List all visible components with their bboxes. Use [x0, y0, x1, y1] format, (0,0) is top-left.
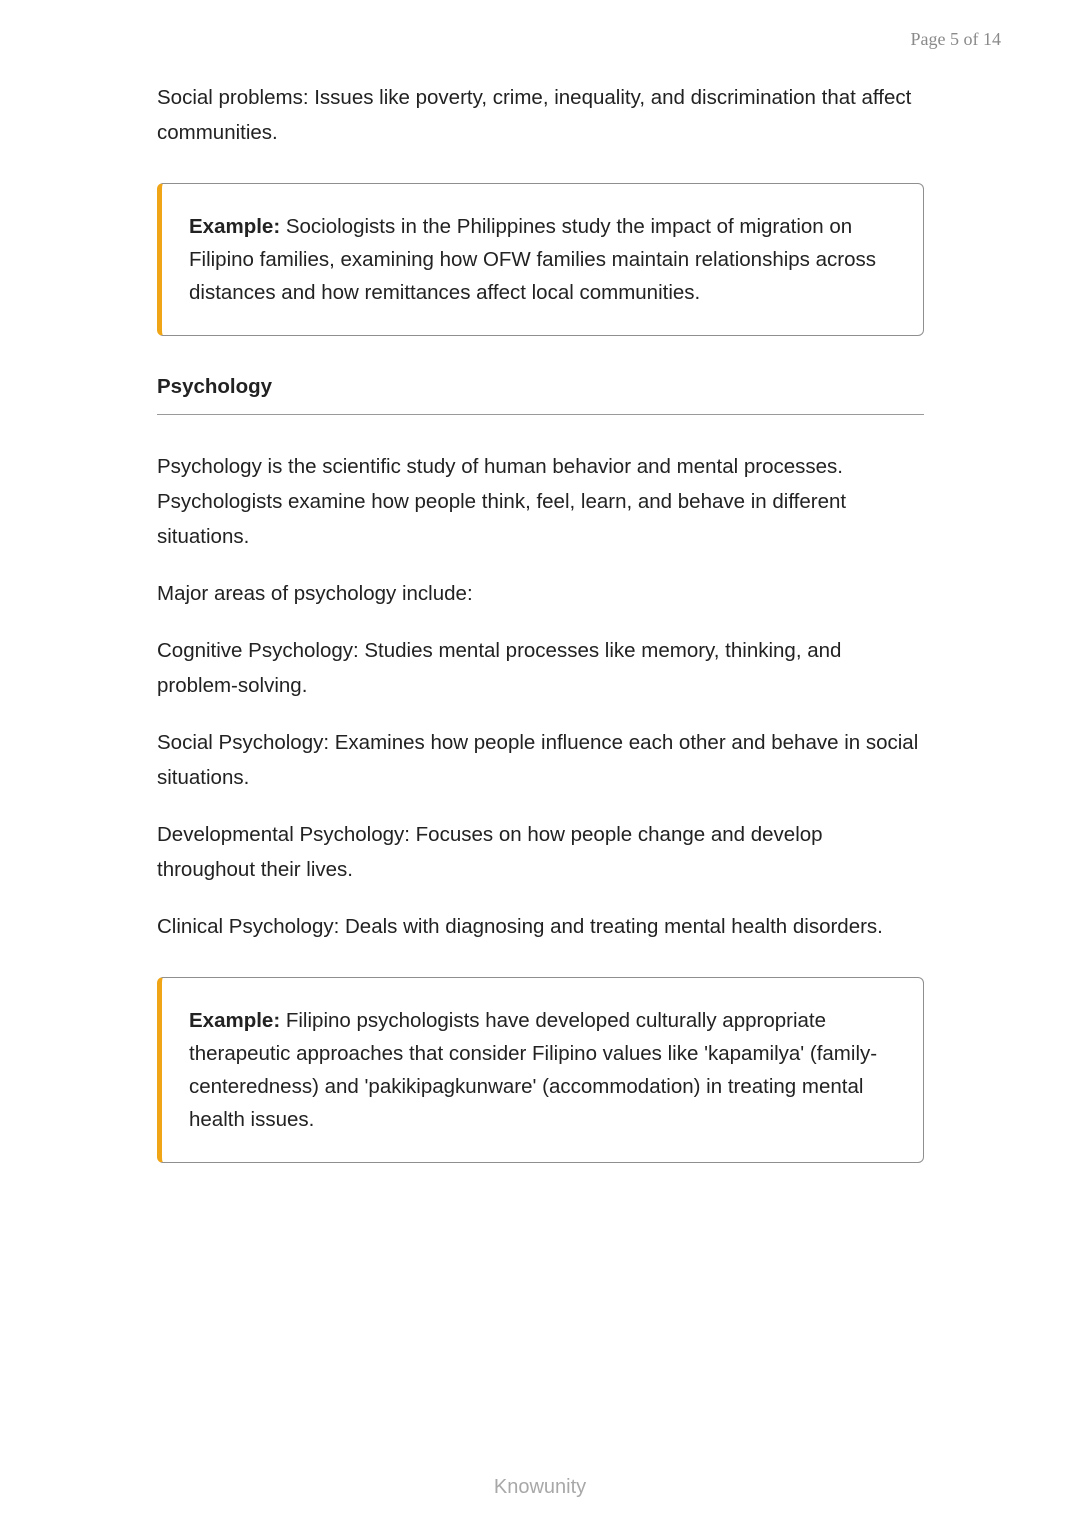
psychology-area-item: Cognitive Psychology: Studies mental processes like memory, thinking, and problem-solving. — [157, 639, 842, 697]
example-label: Example: — [189, 215, 281, 238]
document-body — [157, 80, 924, 1163]
psychology-definition-paragraph: Psychology is the scientific study of human behavior and mental processes. Psychologists examine how people think, feel, learn, and behave in different situations. — [157, 455, 847, 548]
psychology-areas-intro: Major areas of psychology include: — [157, 582, 473, 605]
page-number: Page 5 of 14 — [910, 29, 1001, 49]
psychology-area-item: Clinical Psychology: Deals with diagnosing and treating mental health disorders. — [157, 915, 883, 938]
example-text: Filipino psychologists have developed culturally appropriate therapeutic approaches that consider Filipino values like 'kapamilya' (family-centeredness) and 'pakikipagkunware' (accommodation) in treating mental health issues. — [189, 1009, 878, 1131]
sociology-example-callout — [157, 183, 924, 336]
psychology-area-item: Social Psychology: Examines how people influence each other and behave in social situations. — [157, 731, 919, 789]
psychology-area-item: Developmental Psychology: Focuses on how people change and develop throughout their lives. — [157, 823, 823, 881]
footer-brand: Knowunity — [493, 1476, 587, 1498]
example-label: Example: — [189, 1009, 281, 1032]
section-heading-psychology: Psychology — [157, 372, 924, 415]
psychology-example-callout — [157, 977, 924, 1163]
social-problems-paragraph: Social problems: Issues like poverty, crime, inequality, and discrimination that affect communities. — [157, 86, 912, 144]
example-text: Sociologists in the Philippines study the impact of migration on Filipino families, examining how OFW families maintain relationships across distances and how remittances affect local communities. — [189, 215, 877, 304]
